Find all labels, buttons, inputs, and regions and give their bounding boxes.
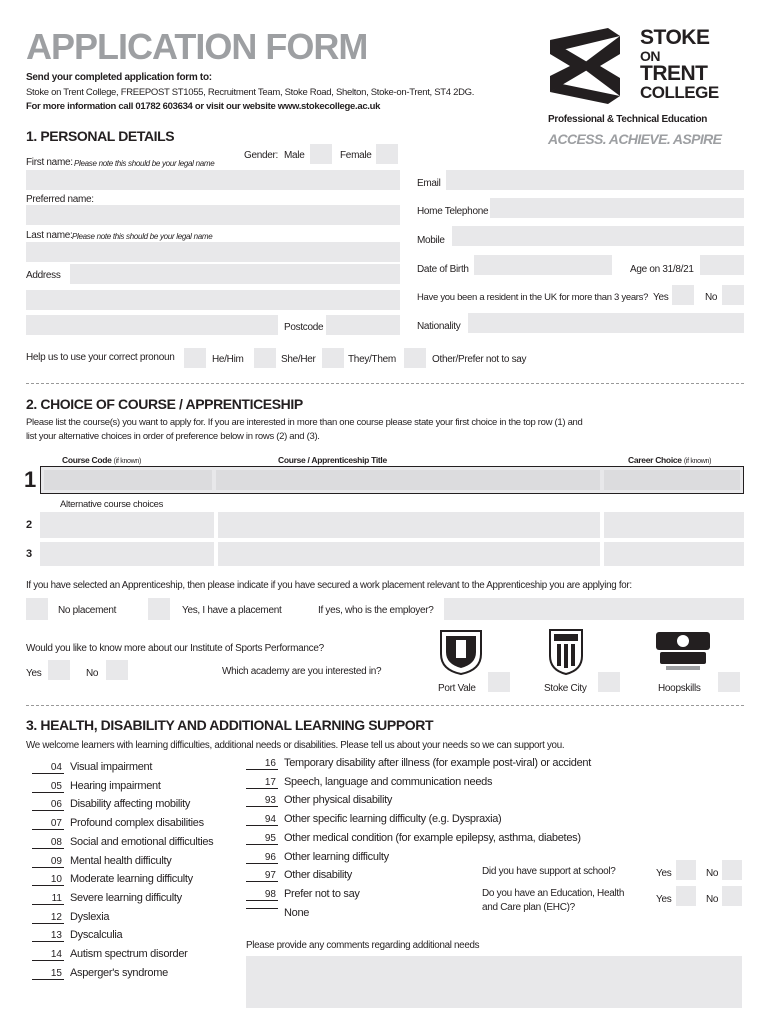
home-telephone-label: Home Telephone [417, 206, 489, 217]
pronoun-he-label: He/Him [212, 354, 244, 365]
support-need-label: None [284, 906, 310, 919]
support-need-label: Moderate learning difficulty [70, 873, 193, 886]
logo-text-on: ON [640, 48, 660, 64]
dob-label: Date of Birth [417, 264, 469, 275]
no-placement-checkbox[interactable] [26, 598, 48, 620]
first-course-title-field[interactable] [216, 470, 600, 490]
college-logo-icon [546, 26, 624, 106]
preferred-name-field[interactable] [26, 205, 400, 225]
has-placement-label: Yes, I have a placement [182, 605, 282, 616]
code-line[interactable]: 97 [246, 870, 278, 882]
info-line: For more information call 01782 603634 or visit our website www.stokecollege.ac.uk [26, 101, 381, 112]
code-line[interactable]: 08 [32, 837, 64, 849]
row-number-1: 1 [24, 467, 36, 492]
code-line[interactable]: 13 [32, 930, 64, 942]
code-line[interactable]: 94 [246, 814, 278, 826]
sports-yes-label: Yes [26, 668, 42, 679]
gender-label: Gender: [244, 150, 279, 161]
no-placement-label: No placement [58, 605, 117, 616]
code-line[interactable]: 11 [32, 893, 64, 905]
logo-text-stoke: STOKE [640, 26, 710, 49]
resident-yes-checkbox[interactable] [672, 285, 694, 305]
send-line: Send your completed application form to: [26, 72, 212, 83]
employer-field[interactable] [444, 598, 744, 620]
home-telephone-field[interactable] [490, 198, 744, 218]
email-label: Email [417, 178, 441, 189]
email-field[interactable] [446, 170, 744, 190]
sports-yes-checkbox[interactable] [48, 660, 70, 680]
pronoun-they-checkbox[interactable] [322, 348, 344, 368]
address-field-line1[interactable] [70, 264, 400, 284]
logo-subtitle: Professional & Technical Education [548, 114, 708, 125]
apprenticeship-question: If you have selected an Apprenticeship, then please indicate if you have secured a work placement relevant to the Apprenticeship you are applying for: [26, 580, 632, 591]
school-support-no-label: No [706, 868, 719, 879]
school-support-yes-label: Yes [656, 868, 672, 879]
address-field-line3[interactable] [26, 315, 278, 335]
support-need-label: Severe learning difficulty [70, 891, 182, 904]
ehc-question-line1: Do you have an Education, Health [482, 888, 625, 899]
code-line[interactable]: 05 [32, 781, 64, 793]
code-line[interactable]: 17 [246, 777, 278, 789]
support-need-label: Dyslexia [70, 910, 110, 923]
support-need-label: Speech, language and communication needs [284, 775, 493, 788]
code-line[interactable]: 09 [32, 856, 64, 868]
first-name-note: Please note this should be your legal name [74, 159, 215, 168]
third-course-code-field[interactable] [40, 542, 214, 566]
age-label: Age on 31/8/21 [630, 264, 694, 275]
pronoun-he-checkbox[interactable] [184, 348, 206, 368]
support-need-label: Mental health difficulty [70, 854, 172, 867]
code-line[interactable]: 96 [246, 852, 278, 864]
nationality-label: Nationality [417, 321, 461, 332]
gender-female-checkbox[interactable] [376, 144, 398, 164]
support-need-label: Visual impairment [70, 761, 153, 773]
ehc-yes-checkbox[interactable] [676, 886, 696, 906]
dob-field[interactable] [474, 255, 612, 275]
resident-question: Have you been a resident in the UK for more than 3 years? [417, 292, 649, 303]
section-heading-health: 3. HEALTH, DISABILITY AND ADDITIONAL LEARNING SUPPORT [26, 717, 434, 733]
support-need-label: Other learning difficulty [284, 850, 389, 863]
ehc-question-line2: and Care plan (EHC)? [482, 902, 575, 913]
support-need-label: Social and emotional difficulties [70, 835, 214, 848]
row-number-3: 3 [26, 548, 32, 560]
second-course-title-field[interactable] [218, 512, 600, 538]
support-need-label: Profound complex disabilities [70, 817, 204, 830]
col-course-code: Course Code (if known) [62, 455, 142, 465]
third-career-field[interactable] [604, 542, 744, 566]
hoopskills-logo-icon [654, 628, 712, 672]
ehc-no-checkbox[interactable] [722, 886, 742, 906]
health-intro: We welcome learners with learning difficulties, additional needs or disabilities. Please tell us about your needs so we can support you. [26, 740, 565, 751]
sports-no-checkbox[interactable] [106, 660, 128, 680]
support-need-label: Hearing impairment [70, 779, 161, 792]
academy-stoke-city-label: Stoke City [544, 683, 587, 694]
pronoun-she-label: She/Her [281, 354, 316, 365]
code-line[interactable]: 98 [246, 889, 278, 901]
support-need-label: Prefer not to say [284, 887, 360, 900]
support-need-label: Asperger's syndrome [70, 966, 168, 979]
code-line[interactable]: 95 [246, 833, 278, 845]
course-intro-line2: list your alternative choices in order of preference below in rows (2) and (3). [26, 431, 320, 442]
age-field[interactable] [700, 255, 744, 275]
first-career-field[interactable] [604, 470, 740, 490]
ehc-yes-label: Yes [656, 894, 672, 905]
section-heading-personal: 1. PERSONAL DETAILS [26, 128, 175, 144]
logo-text-college: COLLEGE [640, 83, 719, 102]
address-field-line2[interactable] [26, 290, 400, 310]
mobile-label: Mobile [417, 235, 445, 246]
address-line: Stoke on Trent College, FREEPOST ST1055, Recruitment Team, Stoke Road, Shelton, Stoke-on-Trent, ST4 2DG. [26, 87, 475, 98]
divider [26, 383, 744, 384]
school-support-no-checkbox[interactable] [722, 860, 742, 880]
resident-no-label: No [705, 292, 718, 303]
col-course-title: Course / Apprenticeship Title [278, 455, 387, 465]
alternative-choices-label: Alternative course choices [60, 499, 164, 510]
sports-question: Would you like to know more about our Institute of Sports Performance? [26, 643, 324, 654]
pronoun-other-label: Other/Prefer not to say [432, 354, 527, 365]
gender-male-checkbox[interactable] [310, 144, 332, 164]
academy-hoopskills-label: Hoopskills [658, 683, 701, 694]
support-need-label: Disability affecting mobility [70, 798, 191, 811]
row-number-2: 2 [26, 519, 32, 531]
code-line[interactable]: 10 [32, 874, 64, 886]
form-title: APPLICATION FORM [26, 26, 368, 67]
school-support-yes-checkbox[interactable] [676, 860, 696, 880]
academy-port-vale-checkbox[interactable] [488, 672, 510, 692]
first-name-field[interactable] [26, 170, 400, 190]
code-line[interactable]: 04 [32, 762, 64, 774]
divider [26, 705, 744, 706]
code-line[interactable]: 12 [32, 912, 64, 924]
port-vale-crest-icon [436, 626, 486, 676]
support-need-label: Other physical disability [284, 794, 393, 807]
support-need-label: Dyscalculia [70, 929, 123, 942]
academy-stoke-city-checkbox[interactable] [598, 672, 620, 692]
last-name-note: Please note this should be your legal name [72, 232, 213, 241]
resident-no-checkbox[interactable] [722, 285, 744, 305]
last-name-label: Last name: [26, 230, 73, 241]
code-line[interactable]: 07 [32, 818, 64, 830]
preferred-name-label: Preferred name: [26, 194, 94, 205]
support-need-label: Other specific learning difficulty (e.g. Dyspraxia) [284, 813, 502, 826]
support-need-label: Other disability [284, 869, 352, 882]
support-need-label: Other medical condition (for example epilepsy, asthma, diabetes) [284, 831, 581, 844]
code-line[interactable]: 15 [32, 968, 64, 980]
logo-text-trent: TRENT [640, 62, 708, 85]
pronoun-other-checkbox[interactable] [404, 348, 426, 368]
postcode-label: Postcode [284, 322, 324, 333]
pronoun-question: Help us to use your correct pronoun [26, 352, 175, 363]
logo-tagline: ACCESS. ACHIEVE. ASPIRE [548, 131, 722, 147]
ehc-no-label: No [706, 894, 719, 905]
academy-port-vale-label: Port Vale [438, 683, 476, 694]
stoke-city-crest-icon [546, 626, 586, 676]
code-line[interactable]: 06 [32, 799, 64, 811]
address-label: Address [26, 270, 61, 281]
section-heading-course: 2. CHOICE OF COURSE / APPRENTICESHIP [26, 396, 303, 412]
third-course-title-field[interactable] [218, 542, 600, 566]
comments-label: Please provide any comments regarding additional needs [246, 940, 480, 951]
gender-male-label: Male [284, 150, 305, 161]
pronoun-they-label: They/Them [348, 354, 396, 365]
postcode-field[interactable] [326, 315, 400, 335]
nationality-field[interactable] [468, 313, 744, 333]
pronoun-she-checkbox[interactable] [254, 348, 276, 368]
col-career-choice: Career Choice (if known) [628, 455, 712, 465]
academy-hoopskills-checkbox[interactable] [718, 672, 740, 692]
first-name-label: First name: [26, 157, 73, 168]
code-line[interactable] [246, 908, 278, 909]
code-line[interactable]: 93 [246, 795, 278, 807]
resident-yes-label: Yes [653, 292, 669, 303]
last-name-field[interactable] [26, 242, 400, 262]
first-course-code-field[interactable] [44, 470, 212, 490]
support-need-label: Autism spectrum disorder [70, 948, 188, 960]
code-line[interactable]: 16 [246, 758, 278, 770]
second-career-field[interactable] [604, 512, 744, 538]
code-line[interactable]: 14 [32, 949, 64, 961]
gender-female-label: Female [340, 150, 372, 161]
mobile-field[interactable] [452, 226, 744, 246]
course-intro-line1: Please list the course(s) you want to apply for. If you are interested in more than one course please state your first choice in the top row (1) and [26, 417, 583, 428]
sports-no-label: No [86, 668, 99, 679]
has-placement-checkbox[interactable] [148, 598, 170, 620]
employer-label: If yes, who is the employer? [318, 605, 434, 616]
academy-question: Which academy are you interested in? [222, 666, 382, 677]
comments-field[interactable] [246, 956, 742, 1008]
second-course-code-field[interactable] [40, 512, 214, 538]
support-need-label: Temporary disability after illness (for example post-viral) or accident [284, 757, 591, 769]
school-support-question: Did you have support at school? [482, 866, 616, 877]
